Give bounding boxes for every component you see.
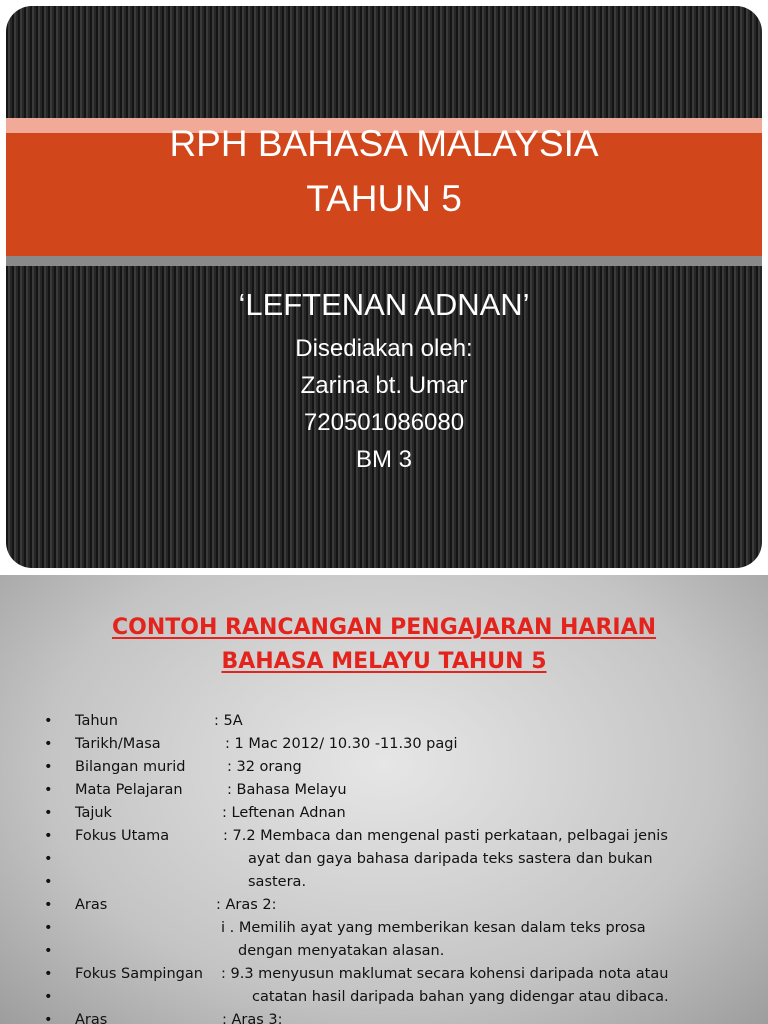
title-band-shadow [6,256,762,266]
lesson-plan-slide [0,575,768,1024]
bullet-marker: • [44,782,53,798]
row-label: Tahun [75,713,118,729]
row-label: Tajuk [75,805,112,821]
bullet-marker: • [44,989,53,1005]
row-value: i . Memilih ayat yang memberikan kesan dalam teks prosa [221,920,646,936]
prepared-by-label: Disediakan oleh: [295,335,473,362]
bullet-marker: • [44,713,53,729]
list-item [44,825,764,848]
list-item [44,779,764,802]
row-value: sastera. [248,874,307,890]
row-label: Mata Pelajaran [75,782,183,798]
bullet-marker: • [44,897,53,913]
row-value: : 7.2 Membaca dan mengenal pasti perkataan, pelbagai jenis [223,828,668,844]
author-name: Zarina bt. Umar [300,372,468,399]
list-item [44,871,764,894]
list-item [44,710,764,733]
row-value: : 32 orang [227,759,302,775]
list-item [44,802,764,825]
row-label: Fokus Utama [75,828,170,844]
lesson-plan-heading [0,611,768,679]
group-label: BM 3 [355,446,412,473]
list-item [44,1009,764,1024]
list-item [44,756,764,779]
row-value: : 9.3 menyusun maklumat secara kohensi daripada nota atau [221,966,669,982]
list-item [44,733,764,756]
bullet-marker: • [44,1012,53,1024]
lesson-title: ‘LEFTENAN ADNAN’ [238,287,530,322]
row-label: Aras [75,1012,108,1024]
list-item [44,963,764,986]
slide-subtitle-block [6,284,762,478]
row-label: Fokus Sampingan [75,966,203,982]
list-item [44,940,764,963]
heading-line1: CONTOH RANCANGAN PENGAJARAN HARIAN [111,615,657,640]
bullet-marker: • [44,759,53,775]
bullet-marker: • [44,851,53,867]
row-value: catatan hasil daripada bahan yang didengar atau dibaca. [252,989,669,1005]
heading-line2: BAHASA MELAYU TAHUN 5 [221,649,547,674]
row-value: : Bahasa Melayu [227,782,347,798]
row-value: : Leftenan Adnan [222,805,346,821]
row-value: : Aras 2: [216,897,277,913]
title-slide [6,6,762,568]
row-label: Tarikh/Masa [75,736,161,752]
bullet-marker: • [44,828,53,844]
bullet-marker: • [44,966,53,982]
row-value: : Aras 3: [222,1012,283,1024]
row-value: : 1 Mac 2012/ 10.30 -11.30 pagi [225,736,458,752]
bullet-marker: • [44,805,53,821]
lesson-plan-list [44,710,764,1024]
row-value: dengan menyatakan alasan. [238,943,445,959]
slide-title-line1: RPH BAHASA MALAYSIA [169,123,599,164]
author-id: 720501086080 [303,409,465,436]
slide-title-line2: TAHUN 5 [306,178,462,219]
list-item [44,917,764,940]
bullet-marker: • [44,920,53,936]
list-item [44,986,764,1009]
row-value: ayat dan gaya bahasa daripada teks sastera dan bukan [248,851,653,867]
row-label: Aras [75,897,108,913]
row-value: : 5A [214,713,243,729]
bullet-marker: • [44,943,53,959]
slide-title [6,116,762,226]
list-item [44,848,764,871]
bullet-marker: • [44,874,53,890]
list-item [44,894,764,917]
row-label: Bilangan murid [75,759,186,775]
bullet-marker: • [44,736,53,752]
